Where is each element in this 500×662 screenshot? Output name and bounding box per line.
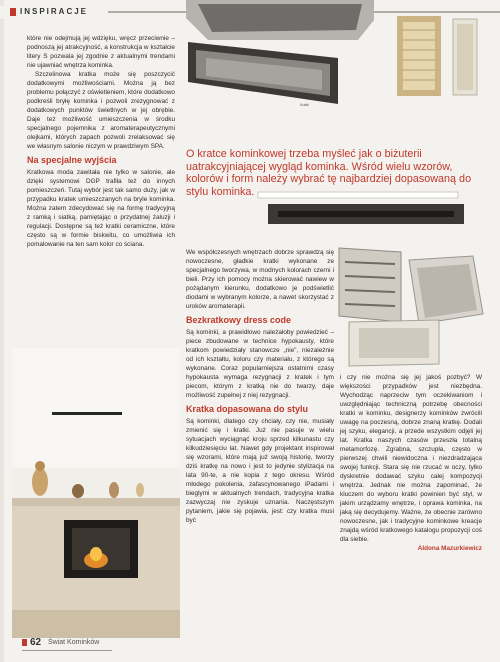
page-number: 62	[30, 637, 42, 648]
paragraph: Są kominki, dlatego czy chciały, czy nie, musiały zmienić się i kratki. Już nie pasuje w wielu sytuacjach wyciągnąć kroju sprzed kilkunastu czy kilkudziesięciu lat. Nawet gdy projektant inspirował się wzorami, które mają już swoją historię, tworzy dziś kratkę na nowo i jest to jedynie stylizacja na lata 90-te, a nie kopia z tego okresu. Wśród młodego pokolenia, zafascynowanego iPadami i bieglymi w aktualnych trendach, tradycyjna kratka zazwyczaj nie zyskuje uznania. Naczęstszym pytaniem, jakie się pojawia, jest: czy kratka musi być	[186, 418, 334, 524]
pull-quote: O kratce kominkowej trzeba myśleć jak o biżuterii uatrakcyjniającej wygląd kominka. Wśród wielu wzorów, kolorów i form należy wybrać tę najbardziej dopasowaną do stylu kominka.	[186, 148, 472, 198]
section-title: INSPIRACJE	[20, 7, 89, 16]
section-heading: Bezkratkowy dress code	[186, 315, 292, 325]
page-edge	[0, 0, 4, 662]
section-heading: Na specjalne wyjścia	[27, 155, 117, 165]
author: Aldona Mazurkiewicz	[417, 545, 482, 552]
text-column-1	[27, 34, 175, 249]
photo-framed-grill	[178, 0, 378, 108]
text-column-2	[186, 248, 334, 525]
photo-slot-grills	[186, 190, 478, 238]
photo-slim-grill	[452, 18, 478, 96]
section-heading: Kratka dopasowana do stylu	[186, 404, 309, 414]
photo-gold-grill	[395, 14, 443, 98]
magazine-title: Świat Kominków	[48, 639, 100, 646]
section-marker	[10, 8, 16, 16]
paragraph: które nie odejmują jej wdzięku, wręcz przeciwnie – podnoszą jej atrakcyjność, a konstrukcja w kształcie litery S pozwala jej zgodnie z aktualnymi trendami nie ujawniać wnętrza kominka.	[27, 35, 175, 69]
text-column-3	[340, 373, 482, 553]
paragraph: We współczesnych wnętrzach dobrze sprawdzą się nowoczesne, gładkie kratki wykonane ze specjalnego tworzywa, w modnych kolorach czerni i bieli. Przy ich pomocy można skierować nawiew w pożądanym kierunku, dodatkowo je podświetlić diodami w wybranym kolorze, a nawet skorzystać z uroków aromaterapii.	[186, 249, 334, 310]
paragraph: Szczelinowa kratka może się poszczycić dodatkowymi możliwościami. Można ją bez problemu połączyć z oświetleniem, które dodatkowo podkreśli bryłę kominka i pozwoli zrezygnować z dodatkowych punktów świetlnych w jej obrębie. Daje też możliwość umieszczenia w środku specjalnego pojemnika z aromaterapeutycznymi olejkami, których zapach pozwoli zrelaksować się we własnym salonie niczym w prawdziwym SPA.	[27, 71, 175, 150]
photo-grills-cluster	[335, 244, 485, 369]
photo-fireplace	[12, 348, 180, 638]
paragraph: Kratkowa moda zawitała nie tylko w salonie, ale dzięki systemowi DGP trafiła też do innych pomieszczeń. Tutaj wybór jest tak samo duży, jak w przypadku kratek umieszczanych na bryle kominka. Można zatem zdecydować się na formę tradycyjną z ramką i siatką, pamiętając o przydatnej żaluzji i regulacji. Dostępne są też kratki ceramiczne, które często są w formie biskwitu, co umożliwia ich pomalowanie na ten sam kolor co ściana.	[27, 169, 175, 248]
photo-caption: Kratki	[300, 103, 309, 107]
paragraph: i czy nie można się jej jakoś pozbyć? W większości przypadków jest niezbędna. Wychodząc naprzeciw tym oczekiwaniom i uwzględniając techniczną potrzebę obecności kratki w kominku, designerzy kominków zwrócili uwagę na poczesną, dobrze znaną kratkę. Dodali jej szyku, elegancji, a przede wszystkim odjęli jej lat. Kratka naszych czasów przeszła totalną metamorfozę. Zgrabna, szczupła, często w pierwszej chwili niewidoczna i niezdradzająca swojej funkcji. Stara się nie rzucać w oczy, tylko dyskretnie dodawać szyku całej kompozycji wnętrza. Jednak nie można zapominać, że kluczem do wyboru kratki powinien być styl, w jakim urządzamy wnętrze, i oprawa kominka, na jaką się decydujemy. Ważne, że obecnie zarówno nowoczesne, jak i tradycyjne kominkowe kreacje znajdą wśród kratkowego katalogu propozycji coś dla siebie.	[340, 374, 482, 543]
paragraph: Są kominki, a prawidłowo należałoby powiedzieć – piece zbudowane w technice hypokausty, które kratkom powiedziały stanowcze „nie”, niezależnie od ich kształtu, koloru czy materiału, z którego są wykonane. Coraz popularniejsza ostatnimi czasy hypokausta wymaga rezygnacji z kratek i tym piecom, którym z kratką nie do twarzy, daje możliwość zupełnej z niej rezygnacji.	[186, 329, 334, 399]
footer-rule	[22, 650, 112, 651]
footer-marker	[22, 639, 27, 646]
